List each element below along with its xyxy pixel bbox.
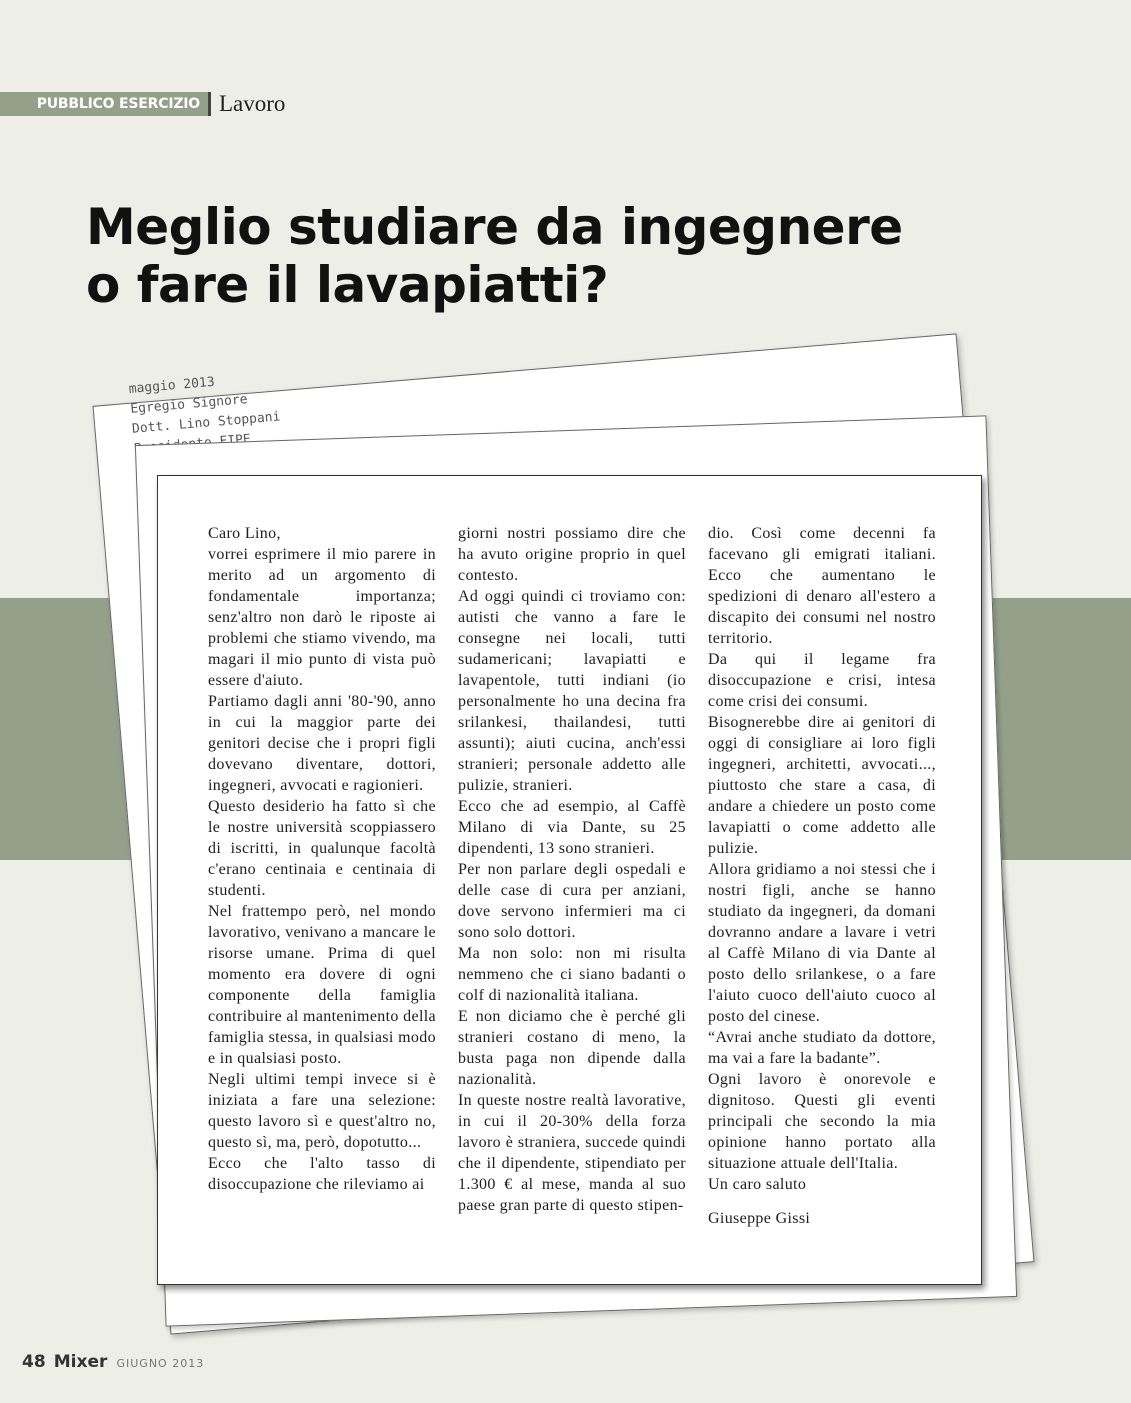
letter-paragraph: dio. Così come decenni fa facevano gli emigrati italiani. Ecco che aumentano le spedizioni di denaro all'estero a discapito dei consumi nel nostro territorio. bbox=[708, 525, 936, 647]
article-headline bbox=[86, 198, 1066, 314]
typed-line: Egregio Signore bbox=[129, 392, 249, 417]
typed-line: maggio 2013 bbox=[128, 374, 216, 397]
letter-column-1 bbox=[208, 523, 436, 1195]
page-footer bbox=[22, 1352, 204, 1372]
issue-date: GIUGNO 2013 bbox=[116, 1357, 205, 1370]
letter-paragraph: Un caro saluto bbox=[708, 1176, 807, 1193]
letter-paragraph: Allora gridiamo a noi stessi che i nostri figli, anche se hanno studiato da ingegneri, da domani dovranno andare a lavare i vetri al Caffè Milano di via Dante al posto dello srilankese, o a fare l'aiuto cuoco dell'aiuto cuoco al posto del cinese. bbox=[708, 861, 936, 1025]
letter-paragraph: In queste nostre realtà lavorative, in cui il 20-30% della forza lavoro è straniera, succede quindi che il dipendente, stipendiato per 1.300 € al mese, manda al suo paese gran parte di questo stipen- bbox=[458, 1092, 686, 1214]
letter-paragraph: “Avrai anche studiato da dottore, ma vai a fare la badante”. bbox=[708, 1029, 936, 1067]
letter-paragraph: Ecco che l'alto tasso di disoccupazione che rileviamo ai bbox=[208, 1155, 436, 1193]
letter-paragraph: E non diciamo che è perché gli stranieri costano di meno, la busta paga non dipende dalla nazionalità. bbox=[458, 1008, 686, 1088]
letter-signature: Giuseppe Gissi bbox=[708, 1210, 811, 1227]
letter-paragraph: Nel frattempo però, nel mondo lavorativo, venivano a mancare le risorse umane. Prima di quel momento era dovere di ogni componente della famiglia contribuire al mantenimento della famiglia stessa, in qualsiasi modo e in qualsiasi posto. bbox=[208, 903, 436, 1067]
letter-paragraph: Per non parlare degli ospedali e delle case di cura per anziani, dove servono infermieri ma ci sono solo dottori. bbox=[458, 861, 686, 941]
page-number: 48 bbox=[22, 1352, 46, 1372]
magazine-name: Mixer bbox=[53, 1352, 108, 1372]
letter-paragraph: Partiamo dagli anni '80-'90, anno in cui la maggior parte dei genitori decise che i propri figli dovevano diventare, dottori, ingegneri, avvocati e ragionieri. bbox=[208, 693, 436, 794]
letter-paragraph: vorrei esprimere il mio parere in merito ad un argomento di fondamentale importanza; senz'altro non darò le riposte ai problemi che stiamo vivendo, ma magari il mio punto di vista può essere d'aiuto. bbox=[208, 546, 436, 689]
letter-paragraph: Da qui il legame fra disoccupazione e crisi, intesa come crisi dei consumi. bbox=[708, 651, 936, 710]
letter-paragraph: Caro Lino, bbox=[208, 525, 281, 542]
letter-paragraph: Ogni lavoro è onorevole e dignitoso. Questi gli eventi principali che secondo la mia opinione hanno portato alla situazione attuale dell'Italia. bbox=[708, 1071, 936, 1172]
letter-paragraph: Questo desiderio ha fatto sì che le nostre università scoppiassero di iscritti, in qualunque facoltà c'erano centinaia e centinaia di studenti. bbox=[208, 798, 436, 899]
headline-line-2: o fare il lavapiatti? bbox=[86, 256, 609, 314]
typed-line: Dott. Lino Stoppani bbox=[131, 409, 281, 437]
section-subtitle: Lavoro bbox=[219, 91, 286, 116]
section-divider bbox=[208, 92, 211, 116]
letter-paragraph: Negli ultimi tempi invece si è iniziata a fare una selezione: questo lavoro sì e quest'altro no, questo sì, ma, però, dopotutto... bbox=[208, 1071, 436, 1151]
letter-paragraph: Ad oggi quindi ci troviamo con: autisti che vanno a fare le consegne nei locali, tutti sudamericani; lavapiatti e lavapentole, tutti indiani (io personalmente ho una decina fra srilankesi, thailandesi, tutti assunti); aiuti cucina, anch'essi stranieri; personale addetto alle pulizie, stranieri. bbox=[458, 588, 686, 794]
section-tag: PUBBLICO ESERCIZIO bbox=[0, 92, 208, 116]
letter-paragraph: Bisognerebbe dire ai genitori di oggi di consigliare ai loro figli ingegneri, architetti, avvocati..., piuttosto che stare a casa, di andare a chiedere un posto come lavapiatti o come addetto alle pulizie. bbox=[708, 714, 936, 857]
letter-column-3 bbox=[708, 523, 936, 1229]
letter-column-2 bbox=[458, 523, 686, 1216]
letter-paragraph: Ecco che ad esempio, al Caffè Milano di via Dante, su 25 dipendenti, 13 sono stranieri. bbox=[458, 798, 686, 857]
headline-line-1: Meglio studiare da ingegnere bbox=[86, 198, 903, 256]
letter-paragraph: giorni nostri possiamo dire che ha avuto origine proprio in quel contesto. bbox=[458, 525, 686, 584]
letter-paragraph: Ma non solo: non mi risulta nemmeno che ci siano badanti o colf di nazionalità italiana. bbox=[458, 945, 686, 1004]
